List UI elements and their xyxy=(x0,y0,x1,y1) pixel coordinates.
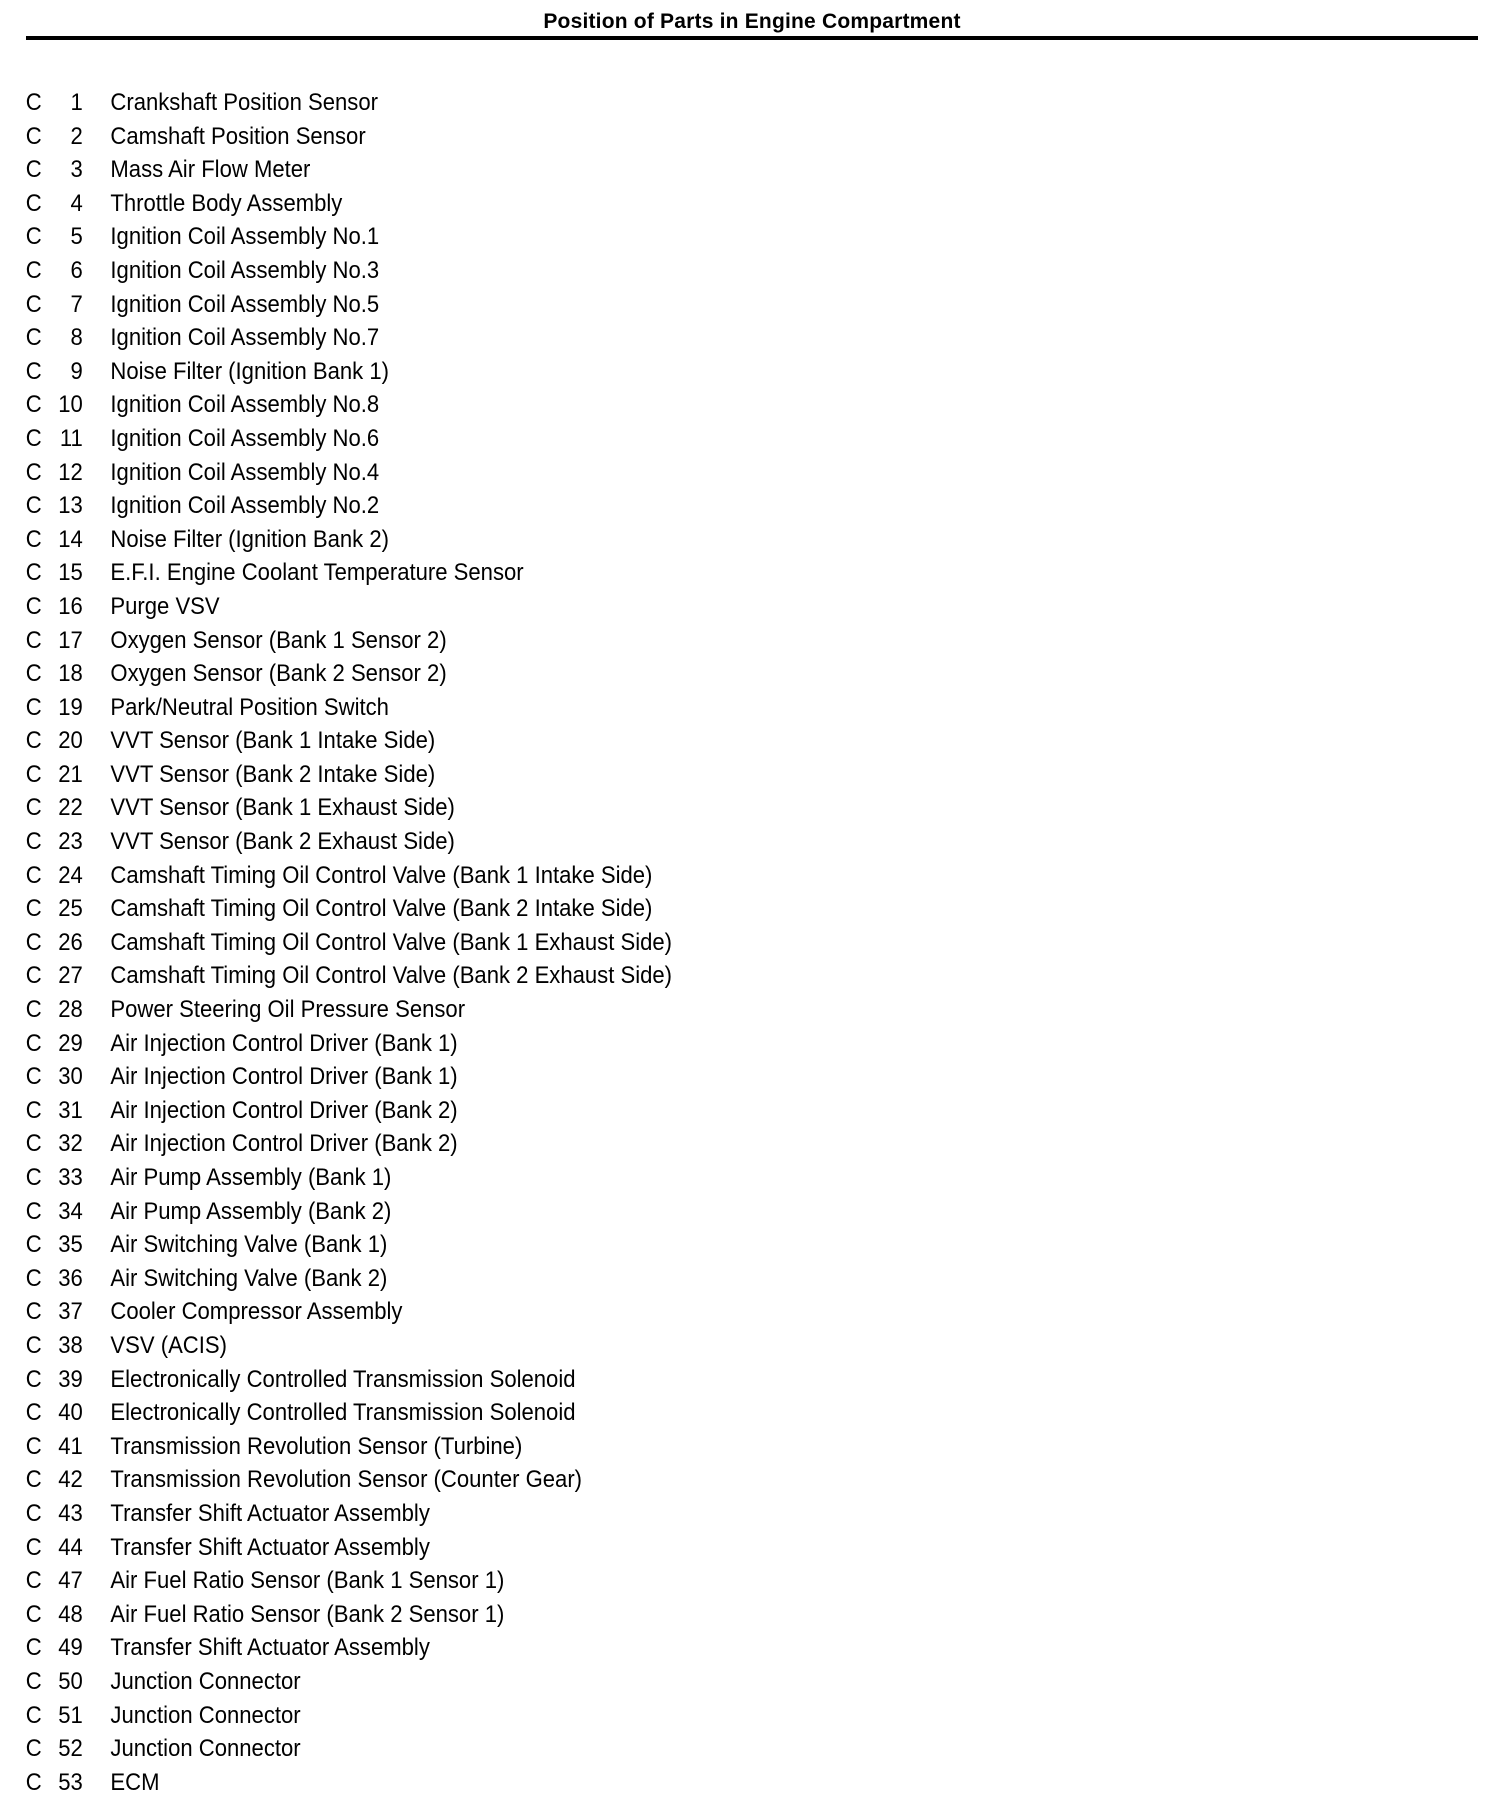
connector-number: 42 xyxy=(58,1466,83,1494)
list-item xyxy=(0,1531,1384,1565)
connector-number: 27 xyxy=(58,962,83,990)
connector-number: 11 xyxy=(59,424,83,452)
connector-prefix: C xyxy=(25,1634,42,1662)
connector-prefix: C xyxy=(25,1399,42,1427)
connector-prefix: C xyxy=(25,1701,42,1729)
connector-number: 31 xyxy=(58,1096,83,1124)
connector-prefix: C xyxy=(25,1130,42,1158)
list-item xyxy=(0,959,1384,993)
connector-number: 26 xyxy=(58,928,83,956)
list-item xyxy=(0,153,1384,187)
connector-prefix: C xyxy=(25,1533,42,1561)
connector-prefix: C xyxy=(25,660,42,688)
list-item xyxy=(0,388,1384,422)
connector-prefix: C xyxy=(25,861,42,889)
list-item xyxy=(0,1631,1384,1665)
list-item xyxy=(0,993,1384,1027)
part-name: Air Injection Control Driver (Bank 1) xyxy=(110,1063,458,1091)
connector-prefix: C xyxy=(25,828,42,856)
connector-number: 39 xyxy=(58,1365,83,1393)
connector-number: 28 xyxy=(58,996,83,1024)
part-name: VVT Sensor (Bank 2 Intake Side) xyxy=(110,760,436,788)
connector-prefix: C xyxy=(25,1231,42,1259)
list-item xyxy=(0,624,1384,658)
part-name: Ignition Coil Assembly No.5 xyxy=(110,290,380,318)
list-item xyxy=(0,791,1384,825)
list-item xyxy=(0,1195,1384,1229)
list-item xyxy=(0,422,1384,456)
part-name: Junction Connector xyxy=(110,1735,301,1763)
connector-number: 49 xyxy=(58,1634,83,1662)
parts-list xyxy=(0,86,1504,1799)
list-item xyxy=(0,1396,1384,1430)
list-item xyxy=(0,288,1384,322)
connector-prefix: C xyxy=(25,1298,42,1326)
connector-prefix: C xyxy=(25,559,42,587)
connector-number: 30 xyxy=(58,1063,83,1091)
connector-number: 12 xyxy=(58,458,83,486)
connector-prefix: C xyxy=(25,1466,42,1494)
part-name: Camshaft Position Sensor xyxy=(110,122,366,150)
connector-prefix: C xyxy=(25,1063,42,1091)
part-name: Throttle Body Assembly xyxy=(110,189,343,217)
list-item xyxy=(0,86,1384,120)
part-name: Camshaft Timing Oil Control Valve (Bank 1 Exhaust Side) xyxy=(110,928,673,956)
connector-number: 15 xyxy=(58,559,83,587)
connector-prefix: C xyxy=(25,693,42,721)
list-item xyxy=(0,657,1384,691)
part-name: Ignition Coil Assembly No.7 xyxy=(110,324,380,352)
connector-number: 2 xyxy=(70,122,83,150)
connector-number: 40 xyxy=(58,1399,83,1427)
part-name: Air Pump Assembly (Bank 1) xyxy=(110,1164,392,1191)
part-name: Air Fuel Ratio Sensor (Bank 2 Sensor 1) xyxy=(110,1600,505,1628)
connector-number: 4 xyxy=(70,189,83,217)
list-item xyxy=(0,1564,1384,1598)
list-item xyxy=(0,1161,1384,1195)
list-item xyxy=(0,825,1384,859)
list-item xyxy=(0,321,1384,355)
connector-prefix: C xyxy=(25,1096,42,1124)
part-name: Electronically Controlled Transmission Solenoid xyxy=(110,1399,576,1427)
connector-prefix: C xyxy=(25,458,42,486)
connector-prefix: C xyxy=(25,1600,42,1628)
connector-number: 17 xyxy=(58,626,83,654)
connector-number: 14 xyxy=(58,525,83,553)
connector-prefix: C xyxy=(25,189,42,217)
connector-prefix: C xyxy=(25,525,42,553)
part-name: Noise Filter (Ignition Bank 2) xyxy=(110,525,389,553)
part-name: Air Switching Valve (Bank 2) xyxy=(110,1264,388,1292)
part-name: Electronically Controlled Transmission Solenoid xyxy=(110,1365,576,1393)
part-name: Camshaft Timing Oil Control Valve (Bank 2 Intake Side) xyxy=(110,895,653,923)
part-name: Noise Filter (Ignition Bank 1) xyxy=(110,357,389,385)
connector-number: 8 xyxy=(70,324,83,352)
part-name: Air Injection Control Driver (Bank 1) xyxy=(110,1029,458,1057)
connector-number: 24 xyxy=(58,861,83,889)
connector-prefix: C xyxy=(25,223,42,251)
connector-number: 5 xyxy=(70,223,83,251)
connector-prefix: C xyxy=(25,895,42,923)
connector-number: 41 xyxy=(58,1432,83,1460)
connector-number: 33 xyxy=(58,1164,83,1191)
connector-prefix: C xyxy=(25,760,42,788)
list-item xyxy=(0,691,1384,725)
connector-number: 7 xyxy=(70,290,83,318)
list-item xyxy=(0,1228,1384,1262)
connector-number: 1 xyxy=(70,89,83,116)
list-item xyxy=(0,1094,1384,1128)
connector-number: 22 xyxy=(58,794,83,822)
list-item xyxy=(0,1363,1384,1397)
connector-prefix: C xyxy=(25,727,42,755)
part-name: Transmission Revolution Sensor (Turbine) xyxy=(110,1432,523,1460)
part-name: Ignition Coil Assembly No.4 xyxy=(110,458,380,486)
connector-number: 21 xyxy=(58,760,83,788)
list-item xyxy=(0,926,1384,960)
connector-number: 29 xyxy=(58,1029,83,1057)
page-title: Position of Parts in Engine Compartment xyxy=(543,10,961,33)
part-name: VSV (ACIS) xyxy=(110,1331,227,1359)
connector-prefix: C xyxy=(25,996,42,1024)
part-name: Camshaft Timing Oil Control Valve (Bank 2 Exhaust Side) xyxy=(110,962,673,990)
connector-prefix: C xyxy=(25,1264,42,1292)
connector-prefix: C xyxy=(25,592,42,620)
connector-prefix: C xyxy=(25,626,42,654)
connector-prefix: C xyxy=(25,1667,42,1695)
connector-number: 47 xyxy=(58,1567,83,1595)
connector-prefix: C xyxy=(25,1331,42,1359)
list-item xyxy=(0,220,1384,254)
list-item xyxy=(0,1497,1384,1531)
connector-prefix: C xyxy=(25,424,42,452)
part-name: Transfer Shift Actuator Assembly xyxy=(110,1499,430,1527)
title-underline xyxy=(26,36,1478,40)
connector-number: 35 xyxy=(58,1231,83,1259)
connector-prefix: C xyxy=(25,1735,42,1763)
part-name: Mass Air Flow Meter xyxy=(110,156,311,184)
connector-number: 32 xyxy=(58,1130,83,1158)
connector-prefix: C xyxy=(25,1432,42,1460)
part-name: Transfer Shift Actuator Assembly xyxy=(110,1533,430,1561)
list-item xyxy=(0,1598,1384,1632)
part-name: ECM xyxy=(110,1768,160,1796)
connector-number: 25 xyxy=(58,895,83,923)
list-item xyxy=(0,1027,1384,1061)
list-item xyxy=(0,456,1384,490)
connector-prefix: C xyxy=(25,290,42,318)
connector-number: 36 xyxy=(58,1264,83,1292)
connector-number: 13 xyxy=(58,492,83,520)
part-name: Cooler Compressor Assembly xyxy=(110,1298,403,1326)
connector-prefix: C xyxy=(25,357,42,385)
list-item xyxy=(0,590,1384,624)
list-item xyxy=(0,1665,1384,1699)
connector-prefix: C xyxy=(25,324,42,352)
connector-number: 10 xyxy=(58,391,83,419)
connector-prefix: C xyxy=(25,89,42,116)
connector-prefix: C xyxy=(25,962,42,990)
connector-number: 53 xyxy=(58,1768,83,1796)
part-name: E.F.I. Engine Coolant Temperature Sensor xyxy=(110,559,524,587)
part-name: Air Switching Valve (Bank 1) xyxy=(110,1231,388,1259)
list-item xyxy=(0,523,1384,557)
part-name: Oxygen Sensor (Bank 1 Sensor 2) xyxy=(110,626,447,654)
list-item xyxy=(0,859,1384,893)
part-name: VVT Sensor (Bank 2 Exhaust Side) xyxy=(110,828,455,856)
list-item xyxy=(0,355,1384,389)
connector-prefix: C xyxy=(25,492,42,520)
part-name: VVT Sensor (Bank 1 Intake Side) xyxy=(110,727,436,755)
connector-prefix: C xyxy=(25,1164,42,1191)
part-name: Air Injection Control Driver (Bank 2) xyxy=(110,1130,458,1158)
list-item xyxy=(0,254,1384,288)
list-item xyxy=(0,489,1384,523)
list-item xyxy=(0,1732,1384,1766)
part-name: Oxygen Sensor (Bank 2 Sensor 2) xyxy=(110,660,447,688)
part-name: Junction Connector xyxy=(110,1701,301,1729)
connector-prefix: C xyxy=(25,1567,42,1595)
connector-prefix: C xyxy=(25,1768,42,1796)
connector-number: 34 xyxy=(58,1197,83,1225)
connector-prefix: C xyxy=(25,122,42,150)
part-name: Air Fuel Ratio Sensor (Bank 1 Sensor 1) xyxy=(110,1567,505,1595)
connector-number: 51 xyxy=(58,1701,83,1729)
part-name: Ignition Coil Assembly No.3 xyxy=(110,256,380,284)
part-name: Ignition Coil Assembly No.1 xyxy=(110,223,380,251)
list-item xyxy=(0,1766,1384,1800)
part-name: Air Injection Control Driver (Bank 2) xyxy=(110,1096,458,1124)
list-item xyxy=(0,1329,1384,1363)
connector-number: 38 xyxy=(58,1331,83,1359)
connector-number: 23 xyxy=(58,828,83,856)
connector-prefix: C xyxy=(25,1365,42,1393)
connector-prefix: C xyxy=(25,1499,42,1527)
connector-prefix: C xyxy=(25,1029,42,1057)
part-name: VVT Sensor (Bank 1 Exhaust Side) xyxy=(110,794,455,822)
list-item xyxy=(0,1127,1384,1161)
connector-prefix: C xyxy=(25,256,42,284)
connector-number: 48 xyxy=(58,1600,83,1628)
list-item xyxy=(0,1295,1384,1329)
part-name: Camshaft Timing Oil Control Valve (Bank 1 Intake Side) xyxy=(110,861,653,889)
connector-prefix: C xyxy=(25,156,42,184)
connector-number: 44 xyxy=(58,1533,83,1561)
part-name: Transmission Revolution Sensor (Counter Gear) xyxy=(110,1466,583,1494)
list-item xyxy=(0,724,1384,758)
connector-number: 19 xyxy=(58,693,83,721)
part-name: Purge VSV xyxy=(110,592,220,620)
connector-number: 9 xyxy=(70,357,83,385)
list-item xyxy=(0,1463,1384,1497)
part-name: Crankshaft Position Sensor xyxy=(110,89,378,116)
part-name: Park/Neutral Position Switch xyxy=(110,693,389,721)
connector-number: 6 xyxy=(70,256,83,284)
connector-number: 3 xyxy=(70,156,83,184)
part-name: Power Steering Oil Pressure Sensor xyxy=(110,996,466,1024)
connector-number: 43 xyxy=(58,1499,83,1527)
connector-number: 20 xyxy=(58,727,83,755)
list-item xyxy=(0,1262,1384,1296)
connector-number: 37 xyxy=(58,1298,83,1326)
list-item xyxy=(0,187,1384,221)
part-name: Transfer Shift Actuator Assembly xyxy=(110,1634,430,1662)
connector-prefix: C xyxy=(25,794,42,822)
list-item xyxy=(0,1430,1384,1464)
list-item xyxy=(0,1699,1384,1733)
list-item xyxy=(0,120,1384,154)
list-item xyxy=(0,892,1384,926)
part-name: Ignition Coil Assembly No.2 xyxy=(110,492,380,520)
list-item xyxy=(0,758,1384,792)
connector-number: 18 xyxy=(58,660,83,688)
part-name: Air Pump Assembly (Bank 2) xyxy=(110,1197,392,1225)
connector-number: 52 xyxy=(58,1735,83,1763)
connector-prefix: C xyxy=(25,1197,42,1225)
part-name: Ignition Coil Assembly No.8 xyxy=(110,391,380,419)
connector-prefix: C xyxy=(25,928,42,956)
list-item xyxy=(0,556,1384,590)
connector-prefix: C xyxy=(25,391,42,419)
part-name: Ignition Coil Assembly No.6 xyxy=(110,424,380,452)
list-item xyxy=(0,1060,1384,1094)
part-name: Junction Connector xyxy=(110,1667,301,1695)
connector-number: 50 xyxy=(58,1667,83,1695)
connector-number: 16 xyxy=(58,592,83,620)
